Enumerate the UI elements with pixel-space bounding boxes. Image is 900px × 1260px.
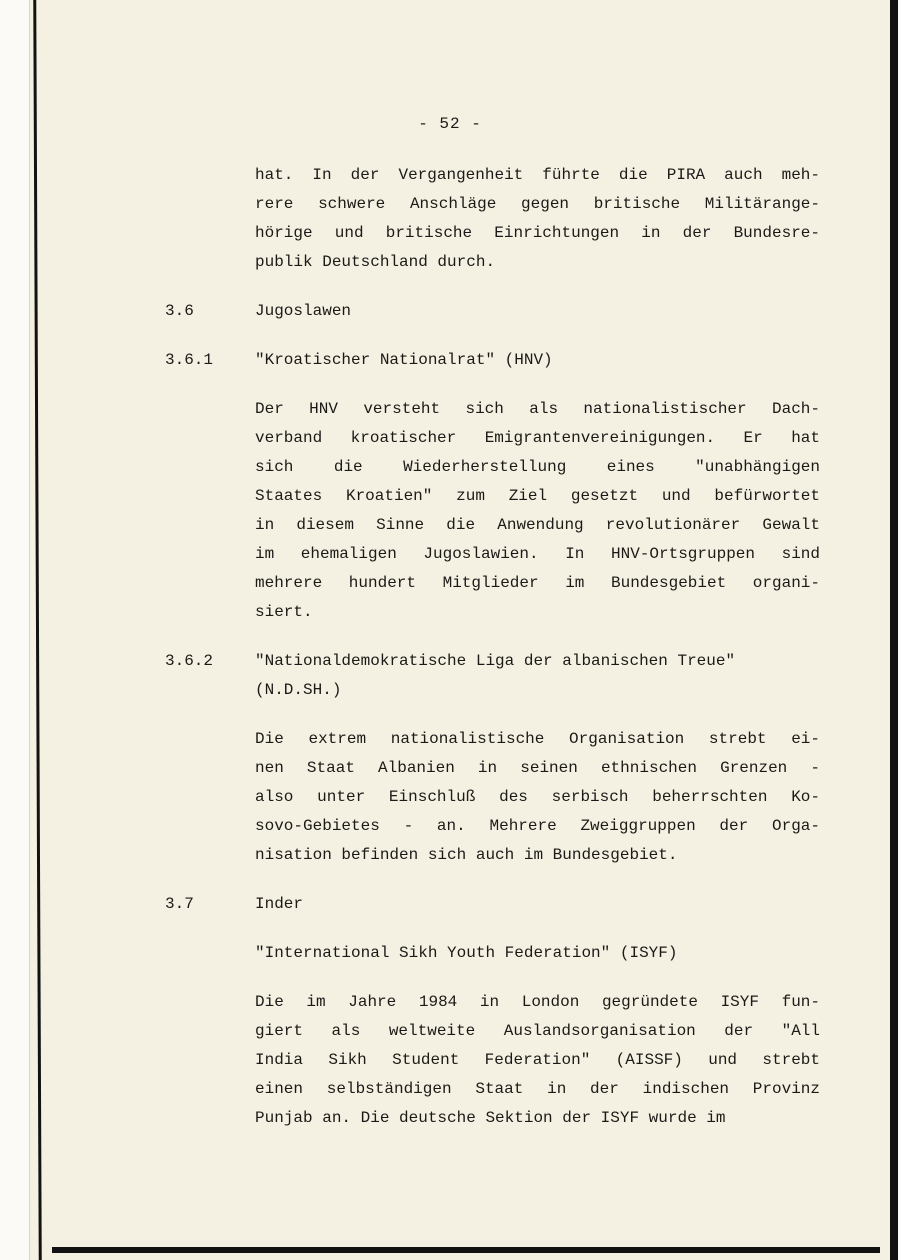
section-block <box>165 297 820 326</box>
text-line: Die extrem nationalistische Organisation strebt ei- <box>255 730 820 748</box>
section-number <box>165 725 255 870</box>
text-line: nisation befinden sich auch im Bundesgebiet. <box>255 846 678 864</box>
section-number: 3.7 <box>165 895 194 913</box>
paragraph-text <box>255 161 820 277</box>
section-block <box>165 647 820 705</box>
text-line: Der HNV versteht sich als nationalistischer Dach- <box>255 400 820 418</box>
text-line: in diesem Sinne die Anwendung revolutionärer Gewalt <box>255 516 820 534</box>
section-number: 3.6.1 <box>165 351 214 369</box>
section-number: 3.6.2 <box>165 652 214 670</box>
text-line: giert als weltweite Auslandsorganisation der "All <box>255 1022 820 1040</box>
paragraph-block <box>165 725 820 870</box>
text-line: hörige und britische Einrichtungen in der Bundesre- <box>255 224 820 242</box>
scan-artifact-right-bar <box>890 0 898 1260</box>
text-line: im ehemaligen Jugoslawien. In HNV-Ortsgruppen sind <box>255 545 820 563</box>
text-line: verband kroatischer Emigrantenvereinigungen. Er hat <box>255 429 820 447</box>
scan-left-margin <box>0 0 30 1260</box>
text-line: India Sikh Student Federation" (AISSF) und strebt <box>255 1051 820 1069</box>
section-title <box>255 890 820 919</box>
text-line: publik Deutschland durch. <box>255 253 496 271</box>
text-line: sovo-Gebietes - an. Mehrere Zweiggruppen der Orga- <box>255 817 820 835</box>
scan-artifact-bottom-line <box>52 1247 880 1253</box>
section-number <box>165 161 255 277</box>
section-title <box>255 647 820 705</box>
paragraph-block <box>165 161 820 277</box>
text-line: (N.D.SH.) <box>255 681 342 699</box>
section-number: 3.6 <box>165 302 194 320</box>
text-line: also unter Einschluß des serbisch beherrschten Ko- <box>255 788 820 806</box>
section-number <box>165 939 255 968</box>
paragraph-block <box>165 988 820 1133</box>
text-line: Staates Kroatien" zum Ziel gesetzt und befürwortet <box>255 487 820 505</box>
document-content <box>165 161 820 1153</box>
text-line: sich die Wiederherstellung eines "unabhängigen <box>255 458 820 476</box>
text-line: hat. In der Vergangenheit führte die PIRA auch meh- <box>255 166 820 184</box>
text-line: Inder <box>255 895 304 913</box>
section-block <box>165 890 820 919</box>
paragraph-text <box>255 725 820 870</box>
text-line: Die im Jahre 1984 in London gegründete ISYF fun- <box>255 993 820 1011</box>
paragraph-block <box>165 395 820 627</box>
paragraph-text <box>255 988 820 1133</box>
paragraph-block <box>165 939 820 968</box>
text-line: "International Sikh Youth Federation" (ISYF) <box>255 944 678 962</box>
text-line: Jugoslawen <box>255 302 352 320</box>
text-line: "Kroatischer Nationalrat" (HNV) <box>255 351 553 369</box>
text-line: mehrere hundert Mitglieder im Bundesgebiet organi- <box>255 574 820 592</box>
paragraph-text <box>255 939 820 968</box>
page-number: - 52 - <box>418 115 482 133</box>
text-line: siert. <box>255 603 313 621</box>
section-number <box>165 395 255 627</box>
text-line: einen selbständigen Staat in der indischen Provinz <box>255 1080 820 1098</box>
section-title <box>255 297 820 326</box>
text-line: Punjab an. Die deutsche Sektion der ISYF wurde im <box>255 1109 726 1127</box>
section-title <box>255 346 820 375</box>
section-number <box>165 988 255 1133</box>
scan-artifact-left-line <box>33 0 42 1260</box>
section-block <box>165 346 820 375</box>
text-line: "Nationaldemokratische Liga der albanischen Treue" <box>255 652 736 670</box>
text-line: rere schwere Anschläge gegen britische Militärange- <box>255 195 820 213</box>
paragraph-text <box>255 395 820 627</box>
text-line: nen Staat Albanien in seinen ethnischen Grenzen - <box>255 759 820 777</box>
